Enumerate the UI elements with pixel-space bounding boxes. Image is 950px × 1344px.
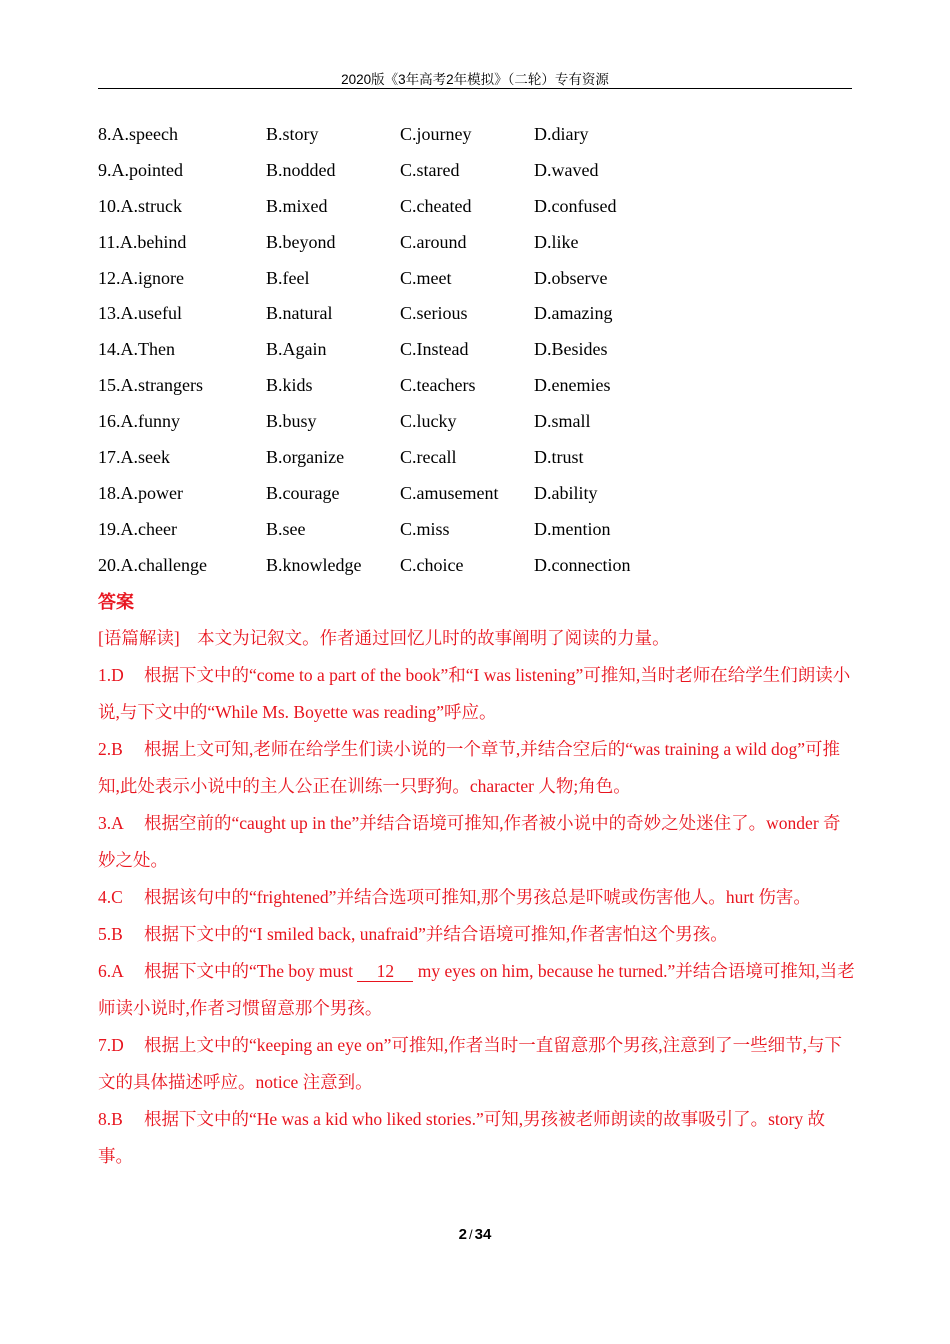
answer-explanation-after: my eyes on him, because he turned.”并结合语境可推知,当老师读小说时,作者习惯留意那个男孩。: [98, 961, 855, 1018]
option-choice: B.busy: [266, 411, 317, 432]
option-choice: B.story: [266, 124, 319, 144]
option-choice: B.see: [266, 518, 306, 539]
page-header: [98, 64, 852, 89]
option-choice: C.teachers: [400, 375, 476, 396]
option-row: [98, 440, 858, 476]
answer-number: 1.D: [98, 665, 124, 685]
answers-section: [98, 584, 858, 1175]
answer-number: 8.B: [98, 1109, 123, 1129]
option-choice: C.choice: [400, 554, 464, 575]
option-choice: D.like: [534, 231, 579, 252]
option-row: [98, 189, 858, 225]
answer-number: 7.D: [98, 1035, 124, 1055]
option-choice: D.observe: [534, 267, 608, 288]
option-choice: C.serious: [400, 303, 468, 324]
option-choice: C.stared: [400, 159, 460, 180]
option-choice: D.mention: [534, 518, 611, 539]
option-row: [98, 404, 858, 440]
page-separator: /: [469, 1227, 473, 1242]
option-choice: 15.A.strangers: [98, 375, 203, 396]
option-choice: 16.A.funny: [98, 411, 180, 432]
answer-number: 5.B: [98, 924, 123, 944]
option-choice: B.organize: [266, 447, 345, 468]
answer-number: 6.A: [98, 961, 124, 981]
option-choice: 10.A.struck: [98, 195, 182, 216]
options-list: [98, 117, 858, 584]
option-choice: D.waved: [534, 159, 599, 180]
option-choice: D.enemies: [534, 375, 611, 396]
option-choice: C.amusement: [400, 482, 499, 503]
option-row: [98, 476, 858, 512]
option-choice: D.trust: [534, 447, 584, 468]
option-choice: 17.A.seek: [98, 447, 170, 468]
option-choice: C.cheated: [400, 195, 472, 216]
option-row: [98, 153, 858, 189]
option-row: [98, 261, 858, 297]
option-choice: 14.A.Then: [98, 339, 175, 360]
option-choice: B.Again: [266, 339, 327, 360]
option-choice: C.recall: [400, 447, 457, 468]
option-choice: C.journey: [400, 124, 472, 144]
passage-intro: [语篇解读] 本文为记叙文。作者通过回忆儿时的故事阐明了阅读的力量。: [98, 628, 670, 648]
answer-explanation: 根据下文中的“I smiled back, unafraid”并结合语境可推知,作者害怕这个男孩。: [144, 924, 728, 944]
answer-number: 4.C: [98, 887, 123, 907]
option-choice: C.Instead: [400, 339, 469, 360]
option-row: [98, 225, 858, 261]
option-choice: D.connection: [534, 554, 631, 575]
option-choice: B.courage: [266, 482, 340, 503]
option-choice: 18.A.power: [98, 482, 183, 503]
answer-explanation: 根据空前的“caught up in the”并结合语境可推知,作者被小说中的奇妙之处迷住了。wonder 奇妙之处。: [98, 813, 841, 870]
answer-number: 3.A: [98, 813, 124, 833]
option-choice: D.ability: [534, 482, 598, 503]
answer-number: 2.B: [98, 739, 123, 759]
option-choice: B.mixed: [266, 195, 328, 216]
option-row: [98, 117, 858, 153]
option-choice: 9.A.pointed: [98, 159, 183, 180]
answer-blank: 12: [357, 961, 413, 982]
answer-explanation-before: 根据下文中的“The boy must: [144, 961, 358, 981]
option-choice: B.kids: [266, 375, 313, 396]
page-number: [0, 1226, 950, 1243]
answer-item: [98, 916, 858, 953]
answer-item: [98, 657, 858, 731]
option-choice: C.around: [400, 231, 467, 252]
answer-explanation: 根据下文中的“come to a part of the book”和“I was listening”可推知,当时老师在给学生们朗读小说,与下文中的“While Ms. Boyette was reading”呼应。: [98, 665, 851, 722]
option-choice: D.Besides: [534, 339, 608, 360]
option-choice: B.knowledge: [266, 554, 362, 575]
option-choice: 19.A.cheer: [98, 518, 177, 539]
option-choice: C.meet: [400, 267, 452, 288]
answer-explanation: 根据该句中的“frightened”并结合选项可推知,那个男孩总是吓唬或伤害他人。hurt 伤害。: [144, 887, 811, 907]
answer-item: [98, 1101, 858, 1175]
answer-item: [98, 953, 858, 1027]
option-choice: D.confused: [534, 195, 617, 216]
option-choice: B.natural: [266, 303, 333, 324]
option-choice: D.small: [534, 411, 591, 432]
answer-item: [98, 731, 858, 805]
option-row: [98, 296, 858, 332]
option-choice: C.miss: [400, 518, 450, 539]
option-row: [98, 368, 858, 404]
option-choice: 11.A.behind: [98, 231, 187, 252]
option-choice: C.lucky: [400, 411, 457, 432]
answer-explanation: 根据上文可知,老师在给学生们读小说的一个章节,并结合空后的“was training a wild dog”可推知,此处表示小说中的主人公正在训练一只野狗。character 人物;角色。: [98, 739, 841, 796]
option-choice: 20.A.challenge: [98, 554, 207, 575]
option-choice: 12.A.ignore: [98, 267, 184, 288]
option-choice: B.nodded: [266, 159, 336, 180]
answer-item: [98, 1027, 858, 1101]
option-choice: D.amazing: [534, 303, 613, 324]
page-current: 2: [458, 1226, 468, 1243]
answer-item: [98, 879, 858, 916]
option-choice: 13.A.useful: [98, 303, 182, 324]
header-title: 2020版《3年高考2年模拟》（二轮）专有资源: [341, 72, 609, 87]
option-choice: B.beyond: [266, 231, 336, 252]
option-choice: 8.A.speech: [98, 124, 178, 144]
option-row: [98, 332, 858, 368]
answer-explanation: 根据下文中的“He was a kid who liked stories.”可知,男孩被老师朗读的故事吸引了。story 故事。: [98, 1109, 825, 1166]
option-row: [98, 512, 858, 548]
option-choice: D.diary: [534, 124, 589, 144]
answer-item: [98, 805, 858, 879]
page-total: 34: [474, 1226, 492, 1243]
answer-explanation: 根据上文中的“keeping an eye on”可推知,作者当时一直留意那个男孩,注意到了一些细节,与下文的具体描述呼应。notice 注意到。: [98, 1035, 842, 1092]
option-choice: B.feel: [266, 267, 310, 288]
answer-heading: 答案: [98, 592, 134, 612]
option-row: [98, 548, 858, 584]
